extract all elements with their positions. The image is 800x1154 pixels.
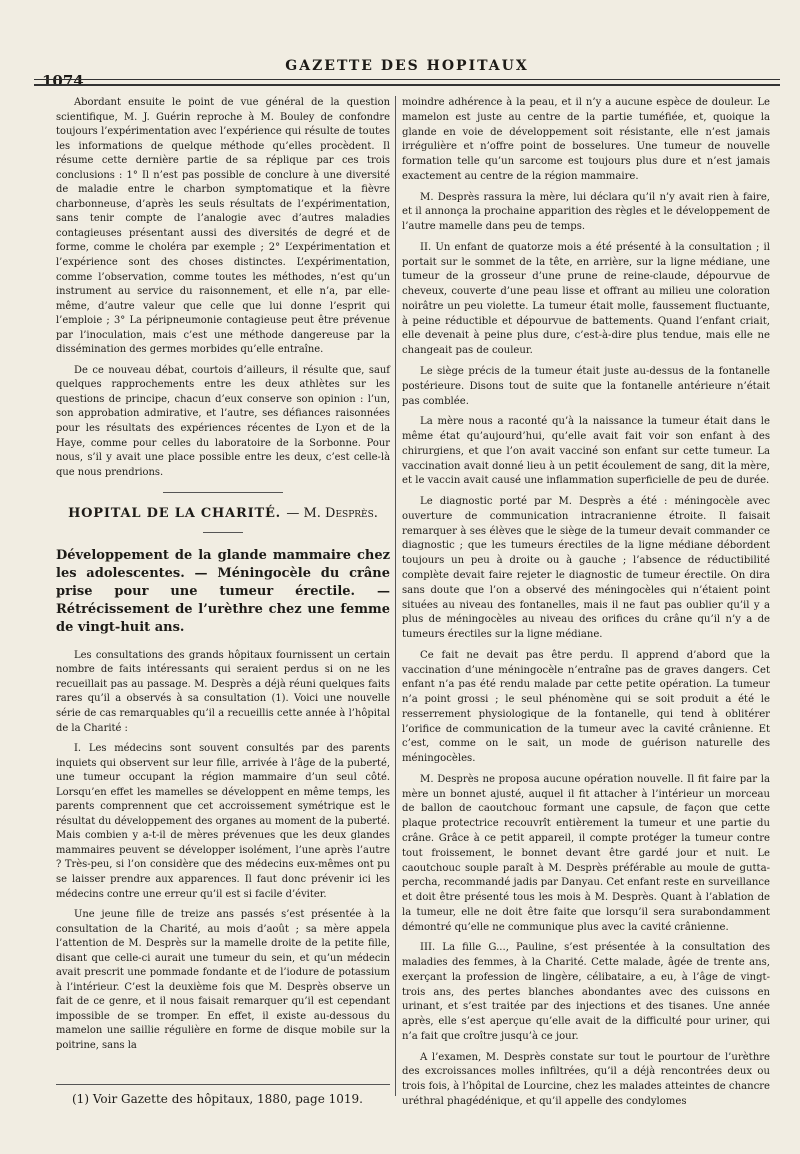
paragraph: Le diagnostic porté par M. Desprès a été : méningocèle avec ouverture de communication intracranienne étroite. Il faisait remarquer à ses élèves que le siège de la tumeur devait commander ce diagnostic ; que les tumeurs érectiles de la ligne médiane débordent toujours un peu à droite ou à gauche ; l’absence de réductibilité complète devait faire rejeter le diagnostic de tumeur érectile. On dira sans doute que l’on a observé des méningocèles qui n’étaient point situées au niveau des fontanelles, mais il ne faut pas oublier qu’il y a plus de méningocèles au niveau des orifices du crâne qu’il n’y a de tumeurs érectiles sur la ligne médiane. [402, 496, 770, 641]
subtitle-separator [203, 532, 243, 533]
left-column [56, 96, 390, 1054]
paragraph: Ce fait ne devait pas être perdu. Il apprend d’abord que la vaccination d’une méningocèle n’entraîne pas de graves dangers. Cet enfant n’a pas été rendu malade par cette petite opération. La tumeur n’a point grossi ; le seul phénomène qui se soit produit a été le resserrement physiologique de la fontanelle, qui tend à oblitérer l’orifice de communication de la tumeur avec la cavité crânienne. Et c’est, comme on le sait, un mode de guérison naturelle des méningocèles. [402, 649, 770, 765]
paragraph: M. Desprès ne proposa aucune opération nouvelle. Il fit faire par la mère un bonnet ajusté, auquel il fit attacher à l’intérieur un morceau de ballon de caoutchouc formant une capsule, de façon que cette plaque protectrice recouvrît entièrement la tumeur et une partie du crâne. Grâce à ce petit appareil, il compte protéger la tumeur contre tout froissement, le bonnet devant être gardé jour et nuit. Le caoutchouc souple paraît à M. Desprès préférable au moule de gutta-percha, recommandé jadis par Danyau. Cet enfant reste en surveillance et doit être présenté tous les mois à M. Desprès. Quant à l’ablation de la tumeur, elle ne doit être faite que lorsqu’il sera surabondamment démontré qu’elle ne communique plus avec la cavité crânienne. [402, 773, 770, 933]
right-column [402, 96, 770, 1110]
page-header [34, 52, 780, 92]
section-author: — M. Desprès. [286, 506, 378, 522]
journal-title: GAZETTE DES HOPITAUX [285, 58, 529, 74]
paragraph: De ce nouveau débat, courtois d’ailleurs, il résulte que, sauf quelques rapprochements entre les deux athlètes sur les questions de principe, chacun d’eux conserve son opinion : l’un, son approbation admirative, et l’autre, ses défiances raisonnées pour les résultats des expériences récentes de Lyon et de la Haye, comme pour celles du laboratoire de la Sorbonne. Pour nous, s’il y avait une place possible entre les deux, c’est celle-là que nous prendrions. [56, 364, 390, 478]
paragraph: Le siège précis de la tumeur était juste au-dessus de la fontanelle postérieure. Disons tout de suite que la fontanelle antérieure n’était pas comblée. [402, 366, 770, 407]
paragraph: Une jeune fille de treize ans passés s’est présentée à la consultation de la Charité, au mois d’août ; sa mère appela l’attention de M. Desprès sur la mamelle droite de la petite fille, disant que celle-ci aurait une tumeur du sein, et qu’un médecin avait prescrit une pommade fondante et de l’iodure de potassium à l’intérieur. C’est la deuxième fois que M. Desprès observe un fait de ce genre, et il nous faisait remarquer qu’il est cependant impossible de se tromper. En effet, il existe au-dessous du mamelon une saillie régulière en forme de disque mobile sur la poitrine, sans la [56, 909, 390, 1051]
section-heading [56, 507, 390, 522]
paragraph: III. La fille G..., Pauline, s’est présentée à la consultation des maladies des femmes, à la Charité. Cette malade, âgée de trente ans, exerçant la profession de lingère, célibataire, a eu, à l’âge de vingt-trois ans, des pertes blanches abondantes avec des cuissons en urinant, et s’est traitée par des injections et des tisanes. Une année après, elle s’est aperçue qu’elle avait de la difficulté pour uriner, qui n’a fait que croître jusqu’à ce jour. [402, 942, 770, 1042]
article-subtitle: Développement de la glande mammaire chez les adolescentes. — Méningocèle du crâne prise pour une tumeur érectile. — Rétrécissement de l’urèthre chez une femme de vingt-huit ans. [56, 547, 390, 635]
paragraph: II. Un enfant de quatorze mois a été présenté à la consultation ; il portait sur le sommet de la tête, en arrière, sur la ligne médiane, une tumeur de la grosseur d’une prune de reine-claude, dépourvue de cheveux, couverte d’une peau lisse et offrant au milieu une coloration noirâtre un peu violette. La tumeur était molle, faussement fluctuante, à peine réductible et dépourvue de battements. Quand l’enfant criait, elle devenait à peine plus dure, c’est-à-dire plus tendue, mais elle ne changeait pas de couleur. [402, 241, 770, 357]
paragraph: moindre adhérence à la peau, et il n’y a aucune espèce de douleur. Le mamelon est juste au centre de la partie tuméfiée, et, quoique la glande en voie de développement soit résistante, elle n’est jamais irrégulière et n’offre point de bosselures. Une tumeur de nouvelle formation telle qu’un sarcome est toujours plus dure et n’est jamais exactement au centre de la région mammaire. [402, 97, 770, 182]
section-separator [163, 492, 283, 493]
paragraph: Abordant ensuite le point de vue général de la question scientifique, M. J. Guérin reproche à M. Bouley de confondre toujours l’expérimentation avec l’expérience qui résulte de toutes les informations de quelque méthode qu’elles procèdent. Il résume cette dernière partie de sa réplique par ces trois conclusions : 1° Il n’est pas possible de conclure à une diversité de maladie entre le charbon symptomatique et la fièvre charbonneuse, d’après les seuls résultats de l’expérimentation, sans tenir compte de l’analogie avec d’autres maladies contagieuses présentant aussi des diversités de degré et de forme, comme le choléra par exemple ; 2° L’expérimentation et l’expérience sont des choses distinctes. L’expérimentation, comme l’observation, comme toutes les méthodes, n’est qu’un instrument au service du raisonnement, et elle n’a, par elle-même, d’autre valeur que celle que lui donne l’esprit qui l’emploie ; 3° La péripneumonie contagieuse peut être prévenue par l’inoculation, mais c’est une méthode dangereuse par la dissémination des germes morbides qu’elle entraîne. [56, 97, 390, 356]
paragraph: La mère nous a raconté qu’à la naissance la tumeur était dans le même état qu’aujourd’hui, qu’elle avait fait voir son enfant à des chirurgiens, et que l’on avait vacciné son enfant sur cette tumeur. La vaccination avait donné lieu à un petit écoulement de sang, dit la mère, et le vaccin avait causé une inflammation superficielle de peu de durée. [402, 416, 770, 487]
footnote-rule [56, 1084, 390, 1085]
header-rule [34, 79, 780, 80]
column-divider [395, 96, 396, 1096]
footnote: (1) Voir Gazette des hôpitaux, 1880, page 1019. [72, 1092, 363, 1106]
page-number: 1074 [42, 72, 84, 90]
paragraph: Les consultations des grands hôpitaux fournissent un certain nombre de faits intéressants qui seraient perdus si on ne les recueillait pas au passage. M. Desprès a déjà réuni quelques faits rares qu’il a observés à sa consultation (1). Voici une nouvelle série de cas remarquables qu’il a recueillis cette année à l’hôpital de la Charité : [56, 649, 390, 734]
paragraph: A l’examen, M. Desprès constate sur tout le pourtour de l’urèthre des excroissances molles infiltrées, qu’il a déjà rencontrées deux ou trois fois, à l’hôpital de Lourcine, chez les malades atteintes de chancre uréthral phagédénique, et qu’il appelle des condylomes [402, 1051, 770, 1107]
section-title: HOPITAL DE LA CHARITÉ. [68, 506, 282, 522]
paragraph: M. Desprès rassura la mère, lui déclara qu’il n’y avait rien à faire, et il annonça la prochaine apparition des règles et le développement de l’autre mamelle dans peu de temps. [402, 191, 770, 233]
header-rule-thick [34, 84, 780, 86]
paragraph: I. Les médecins sont souvent consultés par des parents inquiets qui observent sur leur fille, arrivée à l’âge de la puberté, une tumeur occupant la région mammaire d’un seul côté. Lorsqu’en effet les mamelles se développent en même temps, les parents comprennent que cet accroissement symétrique est le résultat du développement des organes au moment de la puberté. Mais combien y a-t-il de mères prévenues que les deux glandes mammaires peuvent se développer isolément, l’une après l’autre ? Très-peu, si l’on considère que des médecins eux-mêmes ont pu se laisser prendre aux apparences. Il faut donc prévenir ici les médecins contre une erreur qu’il est si facile d’éviter. [56, 743, 390, 900]
